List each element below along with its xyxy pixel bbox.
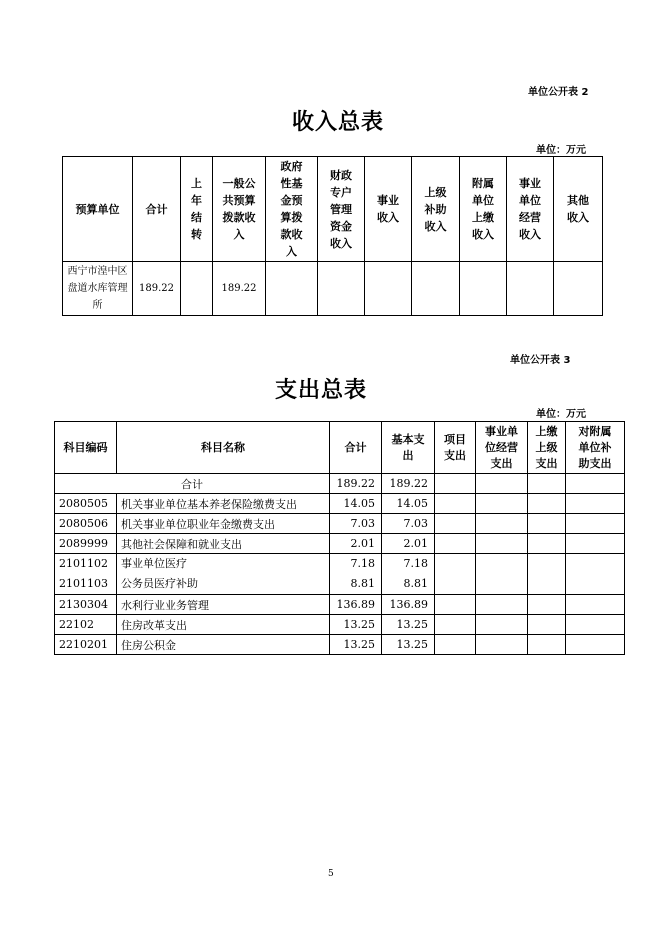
expense-total-row — [55, 474, 625, 494]
header-operation-income: 事业单位经营收入 — [507, 157, 554, 262]
income-affiliated — [460, 262, 507, 316]
table-row — [55, 514, 625, 534]
income-operation — [507, 262, 554, 316]
subject-name: 水利行业业务管理 — [117, 595, 330, 615]
row-total: 14.05 — [330, 494, 382, 514]
income-unit-label: 单位：万元 — [536, 145, 586, 156]
row-total: 8.81 — [350, 577, 375, 590]
header-subject-code: 科目编码 — [55, 422, 117, 474]
page-number: 5 — [328, 869, 334, 879]
table-row — [55, 635, 625, 655]
table-row — [55, 595, 625, 615]
row-basic: 7.18 — [403, 557, 428, 570]
expense-total-operation — [476, 474, 528, 494]
expense-summary-table — [54, 421, 625, 655]
subject-name: 机关事业单位基本养老保险缴费支出 — [117, 494, 330, 514]
row-total-pair — [330, 554, 382, 595]
row-total: 2.01 — [330, 534, 382, 554]
subject-code: 2210201 — [55, 635, 117, 655]
header-total: 合计 — [133, 157, 181, 262]
header-general-budget: 一般公共预算拨款收入 — [213, 157, 266, 262]
subject-code: 2101102 — [59, 557, 108, 570]
subject-name: 住房公积金 — [117, 635, 330, 655]
row-basic: 8.81 — [403, 577, 428, 590]
row-basic: 13.25 — [382, 635, 435, 655]
header-budget-unit: 预算单位 — [63, 157, 133, 262]
expense-total-basic: 189.22 — [382, 474, 435, 494]
row-basic: 14.05 — [382, 494, 435, 514]
row-total: 7.03 — [330, 514, 382, 534]
income-total: 189.22 — [133, 262, 181, 316]
row-total: 13.25 — [330, 635, 382, 655]
subject-code: 2130304 — [55, 595, 117, 615]
row-basic: 13.25 — [382, 615, 435, 635]
expense-total-affiliated — [566, 474, 625, 494]
subject-name: 事业单位医疗 — [121, 557, 187, 570]
subject-name: 住房改革支出 — [117, 615, 330, 635]
expense-unit-label: 单位：万元 — [536, 409, 586, 420]
subject-name-pair — [117, 554, 330, 595]
subject-code: 22102 — [55, 615, 117, 635]
subject-name: 机关事业单位职业年金缴费支出 — [117, 514, 330, 534]
income-special-account — [318, 262, 365, 316]
header-fund-budget: 政府性基金预算拨款收入 — [266, 157, 318, 262]
header-special-account: 财政专户管理资金收入 — [318, 157, 365, 262]
income-title: 收入总表 — [292, 110, 385, 135]
header-operation-expense: 事业单位经营支出 — [476, 422, 528, 474]
subject-name: 公务员医疗补助 — [121, 577, 198, 590]
budget-unit-name: 西宁市湟中区盘道水库管理所 — [63, 262, 133, 316]
row-basic: 7.03 — [382, 514, 435, 534]
row-basic: 136.89 — [382, 595, 435, 615]
income-summary-table — [62, 156, 603, 316]
income-header-row — [63, 157, 603, 262]
header-remit-superior: 上缴上级支出 — [528, 422, 566, 474]
header-project-expense: 项目支出 — [435, 422, 476, 474]
income-general-budget: 189.22 — [213, 262, 266, 316]
header-carryover: 上年结转 — [181, 157, 213, 262]
header-basic-expense: 基本支出 — [382, 422, 435, 474]
row-total: 136.89 — [330, 595, 382, 615]
table-row — [55, 615, 625, 635]
subject-code: 2101103 — [59, 577, 108, 590]
income-table-tag: 单位公开表 2 — [528, 87, 589, 98]
subject-code: 2080506 — [55, 514, 117, 534]
expense-total-value: 189.22 — [330, 474, 382, 494]
header-affiliated-income: 附属单位上缴收入 — [460, 157, 507, 262]
expense-total-label: 合计 — [55, 474, 330, 494]
row-basic-pair — [382, 554, 435, 595]
table-row — [55, 534, 625, 554]
income-other — [554, 262, 603, 316]
header-expense-total: 合计 — [330, 422, 382, 474]
header-other-income: 其他收入 — [554, 157, 603, 262]
row-basic: 2.01 — [382, 534, 435, 554]
expense-total-project — [435, 474, 476, 494]
expense-table-tag: 单位公开表 3 — [510, 355, 571, 366]
subject-name: 其他社会保障和就业支出 — [117, 534, 330, 554]
income-data-row — [63, 262, 603, 316]
header-subject-name: 科目名称 — [117, 422, 330, 474]
expense-header-row — [55, 422, 625, 474]
subject-code: 2089999 — [55, 534, 117, 554]
income-business — [365, 262, 412, 316]
expense-title: 支出总表 — [275, 378, 368, 403]
row-total: 13.25 — [330, 615, 382, 635]
subject-code-pair — [55, 554, 117, 595]
expense-total-remit — [528, 474, 566, 494]
row-total: 7.18 — [350, 557, 375, 570]
table-row — [55, 554, 625, 595]
income-superior-subsidy — [412, 262, 460, 316]
header-business-income: 事业收入 — [365, 157, 412, 262]
header-superior-subsidy: 上级补助收入 — [412, 157, 460, 262]
income-carryover — [181, 262, 213, 316]
subject-code: 2080505 — [55, 494, 117, 514]
header-affiliated-subsidy: 对附属单位补助支出 — [566, 422, 625, 474]
income-fund-budget — [266, 262, 318, 316]
table-row — [55, 494, 625, 514]
